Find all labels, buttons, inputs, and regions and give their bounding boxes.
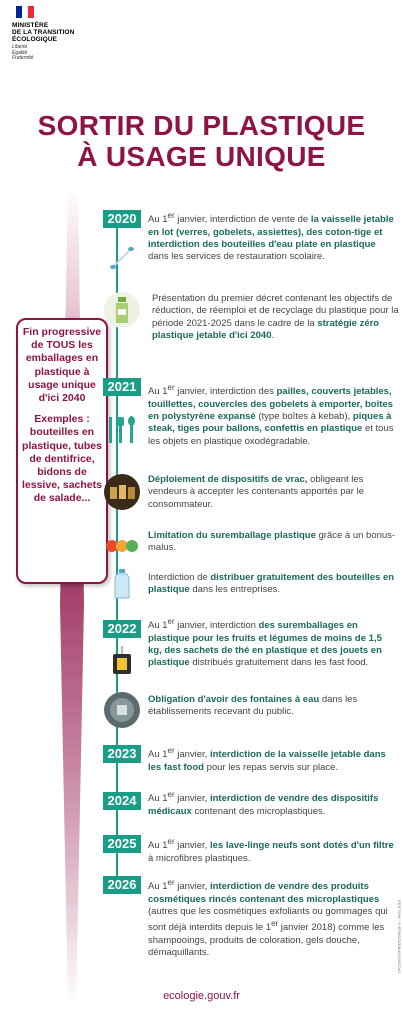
bulk-jars-icon [104,474,140,510]
year-badge-2026: 2026 [103,876,141,894]
event-2021-bottles: Interdiction de distribuer gratuitement des bouteilles en plastique dans les entreprises. [148,572,395,596]
page-title: SORTIR DU PLASTIQUE À USAGE UNIQUE [37,110,366,172]
water-fountain-icon [104,692,140,728]
year-badge-2023: 2023 [103,745,141,763]
year-badge-2020: 2020 [103,210,141,228]
event-2020-decree: Présentation du premier décret contenant les objectifs de réduction, de réemploi et de recyclage du plastique pour la période 2021-2025 dans le cadre de la stratégie zéro plastique jetable d'ici 2040. [152,293,399,342]
year-badge-2025: 2025 [103,835,141,853]
event-2024-medical: Au 1er janvier, interdiction de vendre des dispositifs médicaux contenant des microplastiques. [148,790,379,817]
ministry-name: MINISTÈRE DE LA TRANSITION ÉCOLOGIQUE [12,22,75,43]
event-2022-overpacking: Au 1er janvier, interdiction des suremballages en plastique pour les fruits et légumes de moins de 1,5 kg, des sachets de thé en plastique et des jouets en plastique distribués gratuitement dans les fast food. [148,617,382,669]
water-bottle-icon [104,566,140,602]
republic-motto: Liberté Égalité Fraternité [12,44,34,61]
bottle-recycle-icon [104,292,140,328]
tea-bag-icon [104,643,140,679]
smiley-ratings-icon [104,528,140,564]
event-2020-tableware: Au 1er janvier, interdiction de vente de la vaisselle jetable en lot (verres, gobelets, assiettes), des coton-tige et interdiction des bouteilles d'eau plate en plastique dans les services de restauration scolaire. [148,211,394,263]
decorative-wedge [0,185,112,1005]
callout-examples: Exemples : bouteilles en plastique, tubes de dentifrice, bidons de lessive, sachets de salade... [22,413,102,505]
event-2026-cosmetics: Au 1er janvier, interdiction de vendre des produits cosmétiques rincés contenant des microplastiques (autres que les cosmétiques exfoliants ou gommages qui sont déjà interdits depuis le 1er janvier 2018) comme les shampooings, produits de coloration, gels douche, démaquillants. [148,878,388,959]
year-badge-2021: 2021 [103,378,141,396]
event-2023-fastfood: Au 1er janvier, interdiction de la vaisselle jetable dans les fast food pour les repas servis sur place. [148,746,386,773]
year-badge-2024: 2024 [103,792,141,810]
event-2025-washing-machines: Au 1er janvier, les lave-linge neufs sont dotés d'un filtre à microfibres plastiques. [148,837,394,864]
event-2022-fountains: Obligation d'avoir des fontaines à eau dans les établissements recevant du public. [148,694,358,718]
french-flag-icon [16,6,34,18]
footer-website-link[interactable]: ecologie.gouv.fr [163,990,240,1002]
event-2021-overpacking: Limitation du suremballage plastique grâce à un bonus-malus. [148,530,396,554]
document-reference: DICOM-DGPR/DICOM/18-S - Mars 2019 [397,900,402,973]
callout-main: Fin progressive de TOUS les emballages en plastique à usage unique d'ici 2040 [22,326,102,405]
cotton-swab-icon [104,240,140,276]
ministry-header [12,6,132,62]
callout-box [16,318,108,584]
cutlery-straw-icon [104,412,140,448]
year-badge-2022: 2022 [103,620,141,638]
event-2021-straws: Au 1er janvier, interdiction des pailles, couverts jetables, touillettes, couvercles des gobelets à emporter, boîtes en polystyrène expansé (type boîtes à kebab), piques à steak, tiges pour ballons, confettis en plastique et tous les objets en plastique oxodégradable. [148,383,394,447]
event-2021-bulk: Déploiement de dispositifs de vrac, obligeant les vendeurs à accepter les contenants apportés par le consommateur. [148,474,364,510]
